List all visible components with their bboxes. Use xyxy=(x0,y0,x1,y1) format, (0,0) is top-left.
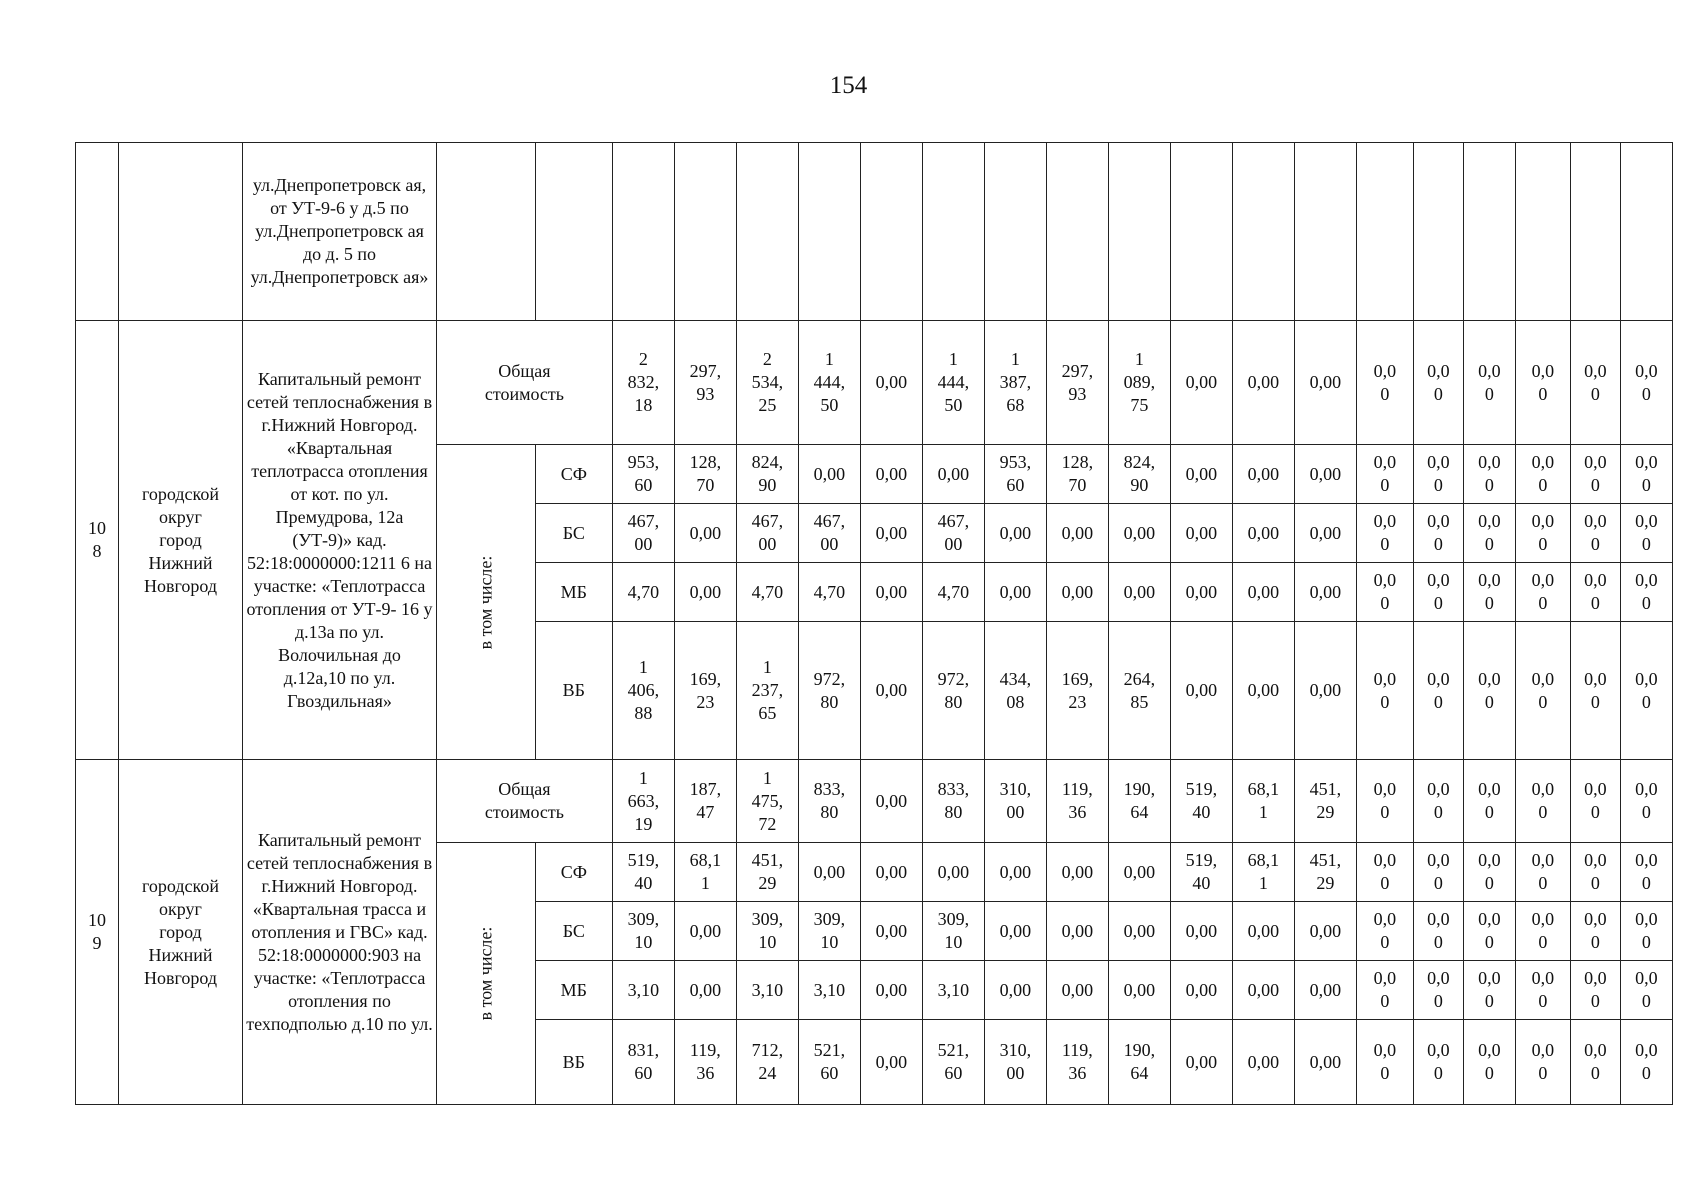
value-cell: 187, 47 xyxy=(674,760,736,843)
value-cell: 0,0 0 xyxy=(1356,760,1413,843)
value-cell: 0,0 0 xyxy=(1413,1020,1463,1105)
value-cell: 0,0 0 xyxy=(1570,961,1620,1020)
value-cell: 0,00 xyxy=(1232,445,1294,504)
value-cell: 0,0 0 xyxy=(1620,1020,1672,1105)
value-cell: 824, 90 xyxy=(1108,445,1170,504)
value-cell: 0,0 0 xyxy=(1356,843,1413,902)
value-cell: 128, 70 xyxy=(1046,445,1108,504)
value-cell: 0,00 xyxy=(1294,445,1356,504)
value-cell: 0,00 xyxy=(860,961,922,1020)
value-cell: 0,0 0 xyxy=(1620,902,1672,961)
value-cell: 0,0 0 xyxy=(1463,843,1515,902)
funding-source-label: ВБ xyxy=(535,1020,612,1105)
value-cell: 0,0 0 xyxy=(1413,961,1463,1020)
cell-empty xyxy=(1232,143,1294,321)
value-cell: 2 534, 25 xyxy=(736,321,798,445)
value-cell: 0,00 xyxy=(1108,563,1170,622)
value-cell: 0,0 0 xyxy=(1356,321,1413,445)
cell-empty xyxy=(1108,143,1170,321)
value-cell: 3,10 xyxy=(798,961,860,1020)
project-total-row xyxy=(76,321,1673,445)
value-cell: 953, 60 xyxy=(612,445,674,504)
value-cell: 0,00 xyxy=(1046,961,1108,1020)
value-cell: 0,00 xyxy=(1108,961,1170,1020)
value-cell: 0,0 0 xyxy=(1463,445,1515,504)
value-cell: 0,0 0 xyxy=(1620,961,1672,1020)
value-cell: 0,0 0 xyxy=(1620,563,1672,622)
value-cell: 0,00 xyxy=(674,563,736,622)
value-cell: 0,00 xyxy=(1046,504,1108,563)
value-cell: 833, 80 xyxy=(922,760,984,843)
value-cell: 0,00 xyxy=(1232,1020,1294,1105)
value-cell: 0,0 0 xyxy=(1413,445,1463,504)
continuation-row xyxy=(76,143,1673,321)
cell-num xyxy=(76,143,119,321)
value-cell: 2 832, 18 xyxy=(612,321,674,445)
value-cell: 264, 85 xyxy=(1108,622,1170,760)
value-cell: 0,0 0 xyxy=(1620,843,1672,902)
value-cell: 0,0 0 xyxy=(1515,961,1570,1020)
value-cell: 0,0 0 xyxy=(1515,321,1570,445)
including-label-cell xyxy=(437,843,536,1105)
value-cell: 0,0 0 xyxy=(1515,902,1570,961)
value-cell: 1 444, 50 xyxy=(922,321,984,445)
value-cell: 0,00 xyxy=(860,563,922,622)
value-cell: 0,0 0 xyxy=(1570,902,1620,961)
value-cell: 831, 60 xyxy=(612,1020,674,1105)
continuation-description: ул.Днепропетровск ая, от УТ-9-6 у д.5 по ул.Днепропетровск ая до д. 5 по ул.Днепропетровск ая» xyxy=(243,143,437,321)
value-cell: 0,00 xyxy=(1232,504,1294,563)
project-description: Капитальный ремонт сетей теплоснабжения в г.Нижний Новгород. «Квартальная трасса и отопления и ГВС» кад. 52:18:0000000:903 на участке: «Теплотрасса отопления по техподполью д.10 по ул. xyxy=(243,760,437,1105)
cell-empty xyxy=(1570,143,1620,321)
cell-empty xyxy=(1356,143,1413,321)
value-cell: 0,00 xyxy=(1294,622,1356,760)
value-cell: 1 089, 75 xyxy=(1108,321,1170,445)
value-cell: 0,0 0 xyxy=(1515,563,1570,622)
project-description: Капитальный ремонт сетей теплоснабжения в г.Нижний Новгород. «Квартальная теплотрасса отопления от кот. по ул. Премудрова, 12а (УТ-9)» кад. 52:18:0000000:1211 6 на участке: «Теплотрасса отопления от УТ-9- 16 у д.13а по ул. Волочильная до д.12а,10 по ул. Гвоздильная» xyxy=(243,321,437,760)
value-cell: 0,00 xyxy=(674,902,736,961)
value-cell: 0,0 0 xyxy=(1463,902,1515,961)
cell-empty xyxy=(612,143,674,321)
value-cell: 0,00 xyxy=(860,445,922,504)
value-cell: 3,10 xyxy=(922,961,984,1020)
value-cell: 0,00 xyxy=(860,1020,922,1105)
value-cell: 451, 29 xyxy=(736,843,798,902)
value-cell: 0,0 0 xyxy=(1515,843,1570,902)
value-cell: 0,00 xyxy=(1170,622,1232,760)
value-cell: 519, 40 xyxy=(1170,760,1232,843)
value-cell: 0,0 0 xyxy=(1570,504,1620,563)
cell-empty xyxy=(1463,143,1515,321)
value-cell: 0,00 xyxy=(1294,563,1356,622)
value-cell: 0,0 0 xyxy=(1620,622,1672,760)
value-cell: 0,00 xyxy=(1294,321,1356,445)
value-cell: 0,0 0 xyxy=(1413,504,1463,563)
value-cell: 0,00 xyxy=(984,902,1046,961)
value-cell: 0,00 xyxy=(1294,1020,1356,1105)
value-cell: 0,00 xyxy=(798,843,860,902)
funding-source-label: СФ xyxy=(535,445,612,504)
value-cell: 0,0 0 xyxy=(1413,622,1463,760)
value-cell: 297, 93 xyxy=(1046,321,1108,445)
value-cell: 0,0 0 xyxy=(1463,760,1515,843)
value-cell: 0,00 xyxy=(1170,445,1232,504)
value-cell: 972, 80 xyxy=(922,622,984,760)
value-cell: 451, 29 xyxy=(1294,760,1356,843)
value-cell: 0,00 xyxy=(674,504,736,563)
value-cell: 0,00 xyxy=(1170,563,1232,622)
value-cell: 953, 60 xyxy=(984,445,1046,504)
value-cell: 0,00 xyxy=(1232,321,1294,445)
value-cell: 521, 60 xyxy=(922,1020,984,1105)
value-cell: 1 663, 19 xyxy=(612,760,674,843)
value-cell: 4,70 xyxy=(736,563,798,622)
value-cell: 0,00 xyxy=(860,843,922,902)
value-cell: 0,00 xyxy=(1294,902,1356,961)
cell-empty xyxy=(798,143,860,321)
funding-source-label: МБ xyxy=(535,563,612,622)
value-cell: 0,00 xyxy=(1232,622,1294,760)
value-cell: 0,00 xyxy=(860,760,922,843)
value-cell: 4,70 xyxy=(612,563,674,622)
value-cell: 0,00 xyxy=(922,843,984,902)
value-cell: 0,0 0 xyxy=(1620,445,1672,504)
cell-empty xyxy=(736,143,798,321)
cell-empty xyxy=(535,143,612,321)
value-cell: 451, 29 xyxy=(1294,843,1356,902)
value-cell: 712, 24 xyxy=(736,1020,798,1105)
funding-source-label: МБ xyxy=(535,961,612,1020)
value-cell: 0,00 xyxy=(860,321,922,445)
value-cell: 0,0 0 xyxy=(1570,563,1620,622)
value-cell: 310, 00 xyxy=(984,1020,1046,1105)
value-cell: 0,00 xyxy=(860,902,922,961)
including-label-cell xyxy=(437,445,536,760)
value-cell: 119, 36 xyxy=(1046,1020,1108,1105)
value-cell: 297, 93 xyxy=(674,321,736,445)
value-cell: 0,00 xyxy=(798,445,860,504)
cell-empty xyxy=(1413,143,1463,321)
value-cell: 0,00 xyxy=(1046,902,1108,961)
value-cell: 0,00 xyxy=(1170,902,1232,961)
value-cell: 0,0 0 xyxy=(1620,321,1672,445)
total-cost-label: Общая стоимость xyxy=(437,321,613,445)
value-cell: 1 406, 88 xyxy=(612,622,674,760)
value-cell: 0,00 xyxy=(1170,321,1232,445)
value-cell: 0,0 0 xyxy=(1463,563,1515,622)
value-cell: 0,00 xyxy=(860,504,922,563)
value-cell: 0,0 0 xyxy=(1570,760,1620,843)
value-cell: 824, 90 xyxy=(736,445,798,504)
funding-source-label: БС xyxy=(535,902,612,961)
value-cell: 0,00 xyxy=(1232,902,1294,961)
value-cell: 0,00 xyxy=(1108,504,1170,563)
value-cell: 0,00 xyxy=(1232,563,1294,622)
table-body xyxy=(76,143,1673,1105)
cell-empty xyxy=(984,143,1046,321)
value-cell: 0,00 xyxy=(1294,504,1356,563)
value-cell: 0,00 xyxy=(1294,961,1356,1020)
value-cell: 0,0 0 xyxy=(1356,445,1413,504)
cell-empty xyxy=(1046,143,1108,321)
cell-empty xyxy=(1515,143,1570,321)
value-cell: 0,0 0 xyxy=(1570,321,1620,445)
value-cell: 0,00 xyxy=(984,504,1046,563)
municipality: городской округ город Нижний Новгород xyxy=(119,321,243,760)
value-cell: 467, 00 xyxy=(736,504,798,563)
municipality: городской округ город Нижний Новгород xyxy=(119,760,243,1105)
value-cell: 4,70 xyxy=(798,563,860,622)
value-cell: 972, 80 xyxy=(798,622,860,760)
value-cell: 434, 08 xyxy=(984,622,1046,760)
value-cell: 0,00 xyxy=(1046,843,1108,902)
project-total-row xyxy=(76,760,1673,843)
cell-empty xyxy=(1294,143,1356,321)
value-cell: 190, 64 xyxy=(1108,1020,1170,1105)
value-cell: 0,0 0 xyxy=(1620,760,1672,843)
value-cell: 68,1 1 xyxy=(674,843,736,902)
value-cell: 467, 00 xyxy=(922,504,984,563)
value-cell: 0,0 0 xyxy=(1515,760,1570,843)
value-cell: 521, 60 xyxy=(798,1020,860,1105)
value-cell: 119, 36 xyxy=(1046,760,1108,843)
budget-table xyxy=(75,142,1673,1105)
value-cell: 0,0 0 xyxy=(1515,1020,1570,1105)
value-cell: 119, 36 xyxy=(674,1020,736,1105)
value-cell: 128, 70 xyxy=(674,445,736,504)
value-cell: 1 475, 72 xyxy=(736,760,798,843)
value-cell: 0,00 xyxy=(1170,504,1232,563)
value-cell: 0,00 xyxy=(1170,1020,1232,1105)
page-number: 154 xyxy=(829,72,868,99)
cell-empty xyxy=(922,143,984,321)
value-cell: 0,00 xyxy=(1232,961,1294,1020)
value-cell: 0,0 0 xyxy=(1356,563,1413,622)
value-cell: 0,0 0 xyxy=(1620,504,1672,563)
value-cell: 0,0 0 xyxy=(1463,321,1515,445)
project-number: 10 8 xyxy=(76,321,119,760)
value-cell: 0,0 0 xyxy=(1356,902,1413,961)
value-cell: 0,0 0 xyxy=(1356,504,1413,563)
value-cell: 68,1 1 xyxy=(1232,760,1294,843)
value-cell: 0,00 xyxy=(984,563,1046,622)
value-cell: 0,00 xyxy=(984,961,1046,1020)
value-cell: 0,0 0 xyxy=(1356,622,1413,760)
value-cell: 0,00 xyxy=(860,622,922,760)
value-cell: 0,0 0 xyxy=(1463,622,1515,760)
value-cell: 0,0 0 xyxy=(1356,1020,1413,1105)
value-cell: 0,0 0 xyxy=(1356,961,1413,1020)
value-cell: 190, 64 xyxy=(1108,760,1170,843)
funding-source-label: СФ xyxy=(535,843,612,902)
value-cell: 3,10 xyxy=(612,961,674,1020)
cell-empty xyxy=(1620,143,1672,321)
value-cell: 169, 23 xyxy=(674,622,736,760)
value-cell: 0,0 0 xyxy=(1413,760,1463,843)
project-number: 10 9 xyxy=(76,760,119,1105)
value-cell: 0,00 xyxy=(674,961,736,1020)
value-cell: 467, 00 xyxy=(612,504,674,563)
value-cell: 4,70 xyxy=(922,563,984,622)
value-cell: 309, 10 xyxy=(612,902,674,961)
value-cell: 309, 10 xyxy=(922,902,984,961)
cell-empty xyxy=(674,143,736,321)
total-cost-label: Общая стоимость xyxy=(437,760,613,843)
value-cell: 309, 10 xyxy=(736,902,798,961)
value-cell: 467, 00 xyxy=(798,504,860,563)
value-cell: 519, 40 xyxy=(1170,843,1232,902)
funding-source-label: БС xyxy=(535,504,612,563)
value-cell: 0,00 xyxy=(1108,843,1170,902)
cell-empty xyxy=(1170,143,1232,321)
value-cell: 0,0 0 xyxy=(1413,843,1463,902)
value-cell: 169, 23 xyxy=(1046,622,1108,760)
value-cell: 0,0 0 xyxy=(1463,504,1515,563)
value-cell: 68,1 1 xyxy=(1232,843,1294,902)
value-cell: 0,0 0 xyxy=(1570,1020,1620,1105)
value-cell: 0,0 0 xyxy=(1413,321,1463,445)
cell-municipality xyxy=(119,143,243,321)
value-cell: 0,00 xyxy=(922,445,984,504)
value-cell: 0,0 0 xyxy=(1570,445,1620,504)
value-cell: 0,0 0 xyxy=(1463,1020,1515,1105)
value-cell: 0,00 xyxy=(1108,902,1170,961)
cell-empty xyxy=(860,143,922,321)
value-cell: 0,0 0 xyxy=(1413,563,1463,622)
value-cell: 0,0 0 xyxy=(1515,622,1570,760)
value-cell: 3,10 xyxy=(736,961,798,1020)
value-cell: 0,0 0 xyxy=(1515,504,1570,563)
including-label: в том числе: xyxy=(475,555,496,649)
value-cell: 1 444, 50 xyxy=(798,321,860,445)
value-cell: 0,0 0 xyxy=(1515,445,1570,504)
cell-empty xyxy=(437,143,536,321)
value-cell: 0,00 xyxy=(984,843,1046,902)
value-cell: 1 387, 68 xyxy=(984,321,1046,445)
value-cell: 0,00 xyxy=(1170,961,1232,1020)
value-cell: 0,0 0 xyxy=(1570,622,1620,760)
value-cell: 1 237, 65 xyxy=(736,622,798,760)
value-cell: 0,0 0 xyxy=(1413,902,1463,961)
including-label: в том числе: xyxy=(475,926,496,1021)
value-cell: 309, 10 xyxy=(798,902,860,961)
value-cell: 0,00 xyxy=(1046,563,1108,622)
value-cell: 519, 40 xyxy=(612,843,674,902)
value-cell: 0,0 0 xyxy=(1570,843,1620,902)
value-cell: 310, 00 xyxy=(984,760,1046,843)
funding-source-label: ВБ xyxy=(535,622,612,760)
value-cell: 833, 80 xyxy=(798,760,860,843)
value-cell: 0,0 0 xyxy=(1463,961,1515,1020)
